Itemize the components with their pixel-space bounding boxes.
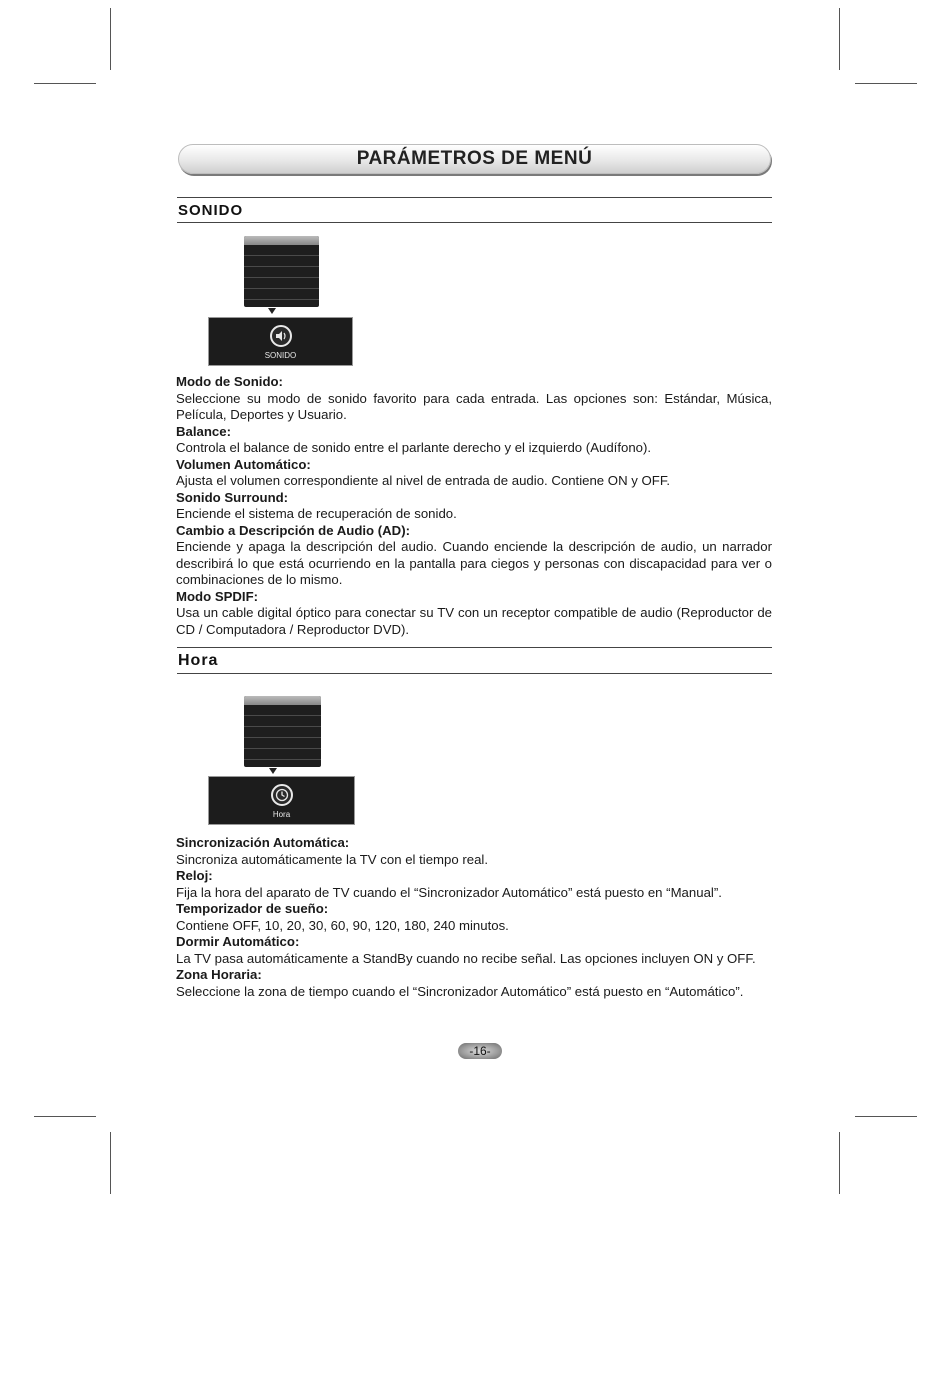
hora-menu-tile <box>208 776 355 825</box>
sonido-description <box>176 374 772 638</box>
item-text: Contiene OFF, 10, 20, 30, 60, 90, 120, 180, 240 minutos. <box>176 917 509 933</box>
crop-mark <box>110 8 111 70</box>
section-title: SONIDO <box>178 202 244 219</box>
item-text: Seleccione su modo de sonido favorito para cada entrada. Las opciones son: Estándar, Música, Película, Deportes y Usuario. <box>176 390 772 422</box>
section-title: Hora <box>178 652 219 669</box>
item-title: Balance: <box>176 423 231 439</box>
pointer-icon <box>269 768 277 774</box>
item-title: Cambio a Descripción de Audio (AD): <box>176 522 410 538</box>
item-title: Reloj: <box>176 868 213 883</box>
item-title: Dormir Automático: <box>176 934 300 949</box>
page-title: PARÁMETROS DE MENÚ <box>356 148 593 169</box>
item-text: La TV pasa automáticamente a StandBy cuando no recibe señal. Las opciones incluyen ON y OFF. <box>176 950 756 966</box>
item-text: Fija la hora del aparato de TV cuando el “Sincronizador Automático” está puesto en “Manual”. <box>176 884 722 900</box>
item-text: Controla el balance de sonido entre el parlante derecho y el izquierdo (Audífono). <box>176 440 652 455</box>
section-heading-hora <box>177 647 772 674</box>
page-number: -16- <box>458 1043 502 1059</box>
crop-mark <box>855 83 917 84</box>
pointer-icon <box>268 308 276 314</box>
clock-icon <box>271 784 293 806</box>
item-text: Sincroniza automáticamente la TV con el tiempo real. <box>176 851 489 867</box>
menu-illustration <box>244 236 319 307</box>
crop-mark <box>839 8 840 70</box>
sonido-tile-label: SONIDO <box>264 351 297 360</box>
item-title: Modo de Sonido: <box>176 374 283 389</box>
item-text: Enciende y apaga la descripción del audio. Cuando enciende la descripción de audio, un narrador describirá lo que está ocurriendo en la pantalla para ciegos y personas con discapacidad para ver o combinaciones de lo mismo. <box>176 539 772 587</box>
item-text: Enciende el sistema de recuperación de sonido. <box>176 506 457 521</box>
speaker-icon <box>270 325 292 347</box>
crop-mark <box>34 1116 96 1117</box>
item-text: Ajusta el volumen correspondiente al nivel de entrada de audio. Contiene ON y OFF. <box>176 473 671 488</box>
item-title: Sonido Surround: <box>176 489 289 505</box>
item-title: Sincronización Automática: <box>176 835 350 850</box>
crop-mark <box>855 1116 917 1117</box>
item-title: Modo SPDIF: <box>176 588 259 604</box>
item-text: Seleccione la zona de tiempo cuando el “Sincronizador Automático” está puesto en “Automático”. <box>176 983 744 999</box>
item-title: Temporizador de sueño: <box>176 901 329 916</box>
page-title-bar <box>178 144 771 174</box>
section-heading-sonido <box>177 197 772 223</box>
crop-mark <box>34 83 96 84</box>
hora-tile-label: Hora <box>272 810 291 819</box>
menu-illustration <box>244 696 321 767</box>
crop-mark <box>110 1132 111 1194</box>
item-title: Volumen Automático: <box>176 456 311 472</box>
item-text: Usa un cable digital óptico para conectar su TV con un receptor compatible de audio (Reproductor de CD / Computadora / Reproductor DVD). <box>176 605 772 637</box>
crop-mark <box>839 1132 840 1194</box>
item-title: Zona Horaria: <box>176 967 262 982</box>
sonido-menu-tile <box>208 317 353 366</box>
hora-description <box>176 835 772 1000</box>
